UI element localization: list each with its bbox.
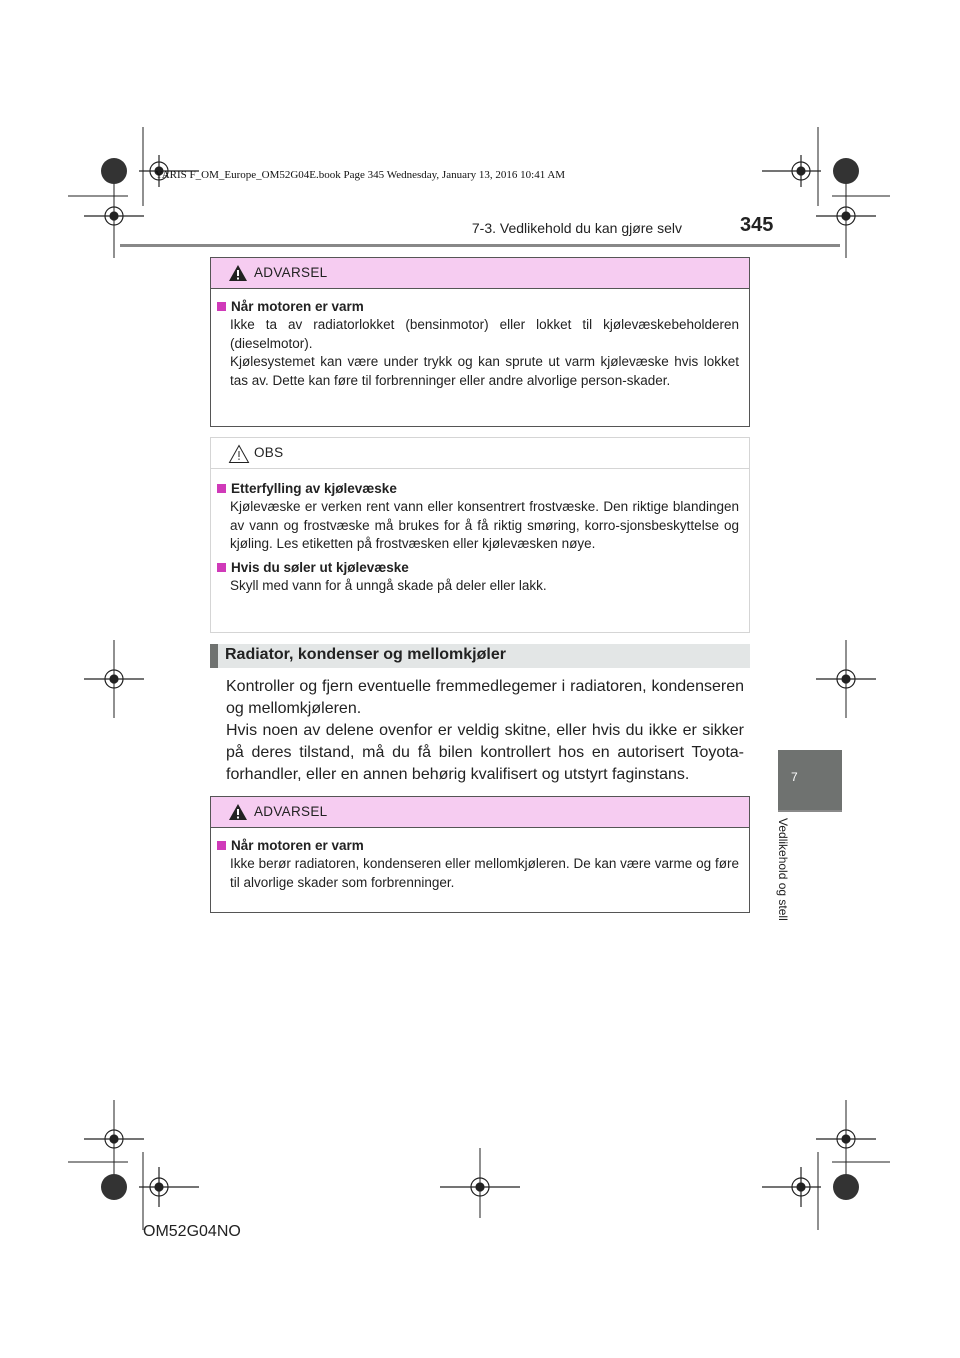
section-heading-bar (210, 644, 218, 668)
book-info: YARIS F_OM_Europe_OM52G04E.book Page 345 Wednesday, January 13, 2016 10:41 AM (155, 169, 566, 181)
warning-item-title: Når motoren er varm (217, 838, 739, 853)
notice-label: OBS (254, 445, 284, 460)
bullet-square-icon (217, 484, 226, 493)
warning-item-text: Ikke berør radiatoren, kondenseren eller mellomkjøleren. De kan være varme og føre til alvorlige skader som forbrenninger. (230, 856, 739, 890)
bullet-square-icon (217, 841, 226, 850)
chapter-number: 7 (791, 770, 798, 784)
warning-triangle-filled-icon (228, 264, 248, 282)
warning-item-title: Når motoren er varm (217, 299, 739, 314)
chapter-title: Vedlikehold og stell (776, 818, 790, 921)
section-body (226, 676, 744, 786)
page-number: 345 (740, 214, 774, 236)
section-title: Radiator, kondenser og mellomkjøler (225, 646, 506, 663)
bullet-square-icon (217, 563, 226, 572)
notice-item-text: Kjølevæske er verken rent vann eller konsentrert frostvæske. Den riktige blandingen av vann og frostvæske må brukes for å få riktig smøring, korro-sjonsbeskyttelse og kjøling. Les etiketten på frostvæsken eller kjølevæsken nøye. (230, 499, 739, 551)
notice-box (210, 437, 750, 633)
footer-code: OM52G04NO (143, 1223, 241, 1240)
warning-box (210, 796, 750, 913)
warning-header (211, 797, 749, 828)
header-rule (120, 244, 840, 247)
header-section: 7-3. Vedlikehold du kan gjøre selv (471, 220, 682, 236)
bullet-square-icon (217, 302, 226, 311)
warning-label: ADVARSEL (254, 265, 328, 280)
warning-item-text: Ikke ta av radiatorlokket (bensinmotor) eller lokket til kjølevæskebeholderen (dieselmotor). Kjølesystemet kan være under trykk og kan sprute ut varm kjølevæske hvis lokket tas av. Dette kan føre til forbrenninger eller andre alvorlige person-skader. (230, 317, 739, 388)
caution-triangle-outline-icon (228, 444, 250, 464)
notice-item-title: Etterfylling av kjølevæske (217, 481, 739, 496)
section-heading (210, 644, 750, 668)
chapter-tab-rule (778, 810, 842, 812)
notice-item-text: Skyll med vann for å unngå skade på deler eller lakk. (230, 577, 547, 593)
warning-header (211, 258, 749, 289)
paragraph: Hvis noen av delene ovenfor er veldig skitne, eller hvis du ikke er sikker på deres tilstand, må du få bilen kontrollert hos en autorisert Toyota-forhandler, eller en annen behørig kvalifisert og utstyrt faginstans. (226, 722, 744, 783)
chapter-title-vertical (772, 818, 792, 948)
warning-triangle-filled-icon (228, 803, 248, 821)
warning-box (210, 257, 750, 427)
notice-item-title: Hvis du søler ut kjølevæske (217, 560, 739, 575)
chapter-tab (778, 750, 842, 810)
warning-label: ADVARSEL (254, 804, 328, 819)
notice-header (211, 438, 749, 469)
paragraph: Kontroller og fjern eventuelle fremmedlegemer i radiatoren, kondenseren og mellomkjøleren. (226, 678, 744, 717)
